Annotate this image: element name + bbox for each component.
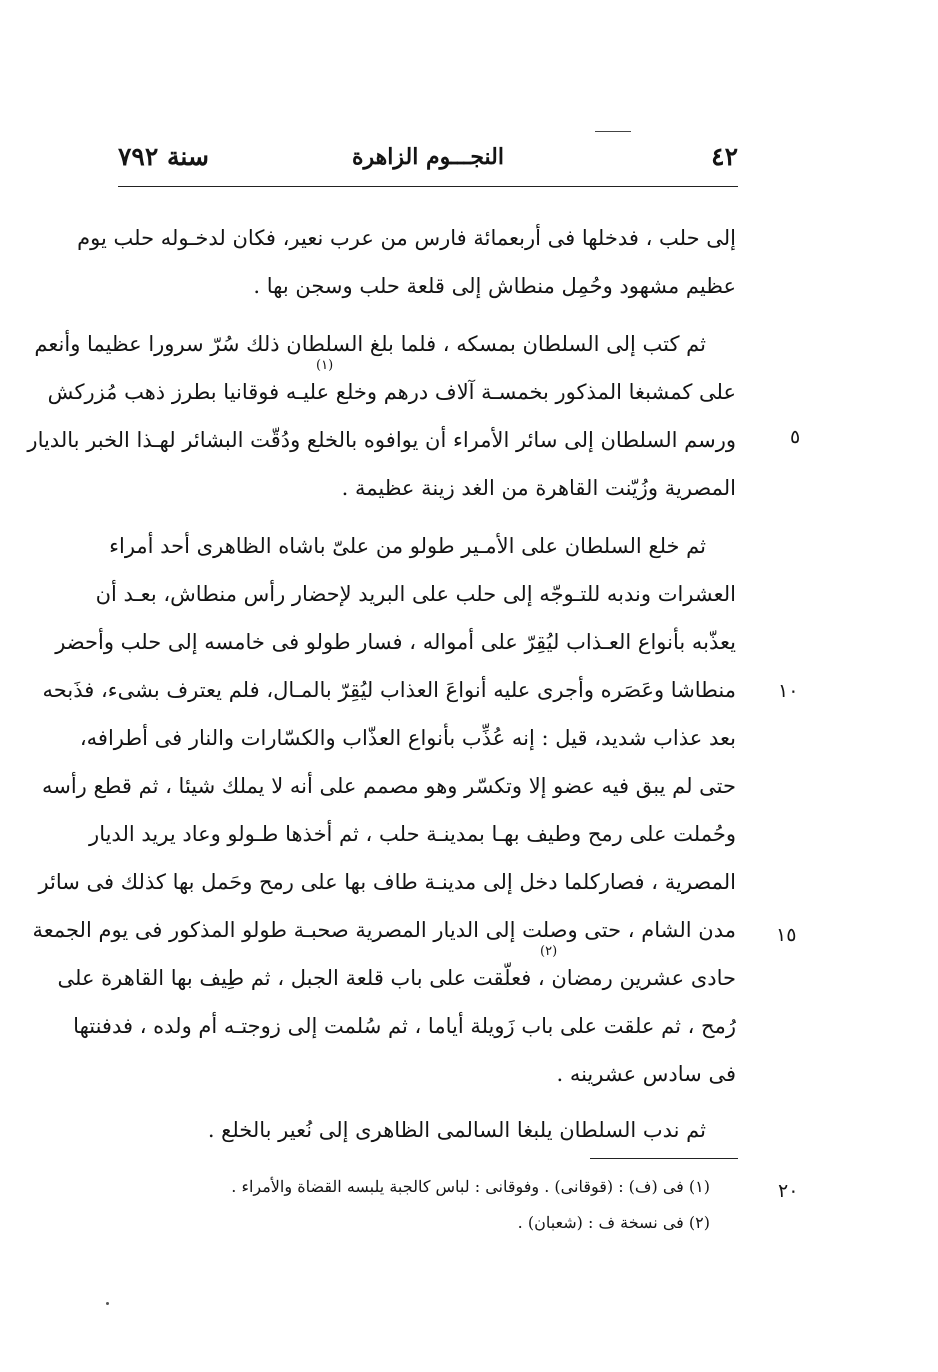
text-line-11: بعد عذاب شديد، قيل : إنه عُذِّب بأنواع العذّاب والكسّارات والنار فى أطرافه،	[79, 726, 736, 750]
header-rule	[118, 186, 738, 187]
scan-speck	[106, 1302, 109, 1305]
text-line-18: فى سادس عشرينه .	[556, 1062, 736, 1086]
footnote-rule	[590, 1158, 738, 1159]
margin-number-20: ٢٠	[778, 1180, 799, 1202]
text-line-15: مدن الشام ، حتى وصلت إلى الديار المصرية صحبـة طولو المذكور فى يوم الجمعة	[32, 918, 736, 942]
text-line-6: المصرية وزُيّنت القاهرة من الغد زينة عظيمة .	[341, 476, 736, 500]
running-title: النجـــوم الزاهرة	[352, 144, 504, 170]
text-line-1: إلى حلب ، فدخلها فى أربعمائة فارس من عرب نعير، فكان لدخـوله حلب يوم	[77, 226, 736, 250]
margin-number-5: ٥	[790, 426, 801, 448]
footnote-1: (١) فى (ف) : (قوقانى) . وفوقانى : لباس كالجبة يلبسه القضاة والأمراء .	[231, 1177, 710, 1196]
header-year: سنة ٧٩٢	[118, 142, 209, 171]
top-dash-mark	[595, 131, 631, 132]
text-line-4: على كمشبغا المذكور بخمسـة آلاف درهم وخلع عليـه فوقانيا بطرز ذهب مُزركش	[47, 380, 736, 404]
text-line-9: يعذّبه بأنواع العـذاب ليُقِرّ على أمواله ، فسار طولو فى خامسه إلى حلب وأحضر	[55, 630, 736, 654]
margin-number-15: ١٥	[776, 924, 797, 946]
text-line-7: ثم خلع السلطان على الأمـير طولو من علىّ باشاه الظاهرى أحد أمراء	[109, 534, 706, 558]
text-line-14: المصرية ، فصاركلما دخل إلى مدينـة طاف بها على رمح وحَمل بها كذلك فى سائر	[38, 870, 736, 894]
text-line-2: عظيم مشهود وحُمِل منطاش إلى قلعة حلب وسجن بها .	[253, 274, 736, 298]
page-number: ٤٢	[711, 142, 738, 171]
text-line-8: العشرات وندبه للتـوجّه إلى حلب على البريد لإحضار رأس منطاش، بعـد أن	[95, 582, 736, 606]
text-line-13: وحُملت على رمح وطيف بهـا بمدينـة حلب ، ثم أخذها طـولو وعاد يريد الديار	[89, 822, 736, 846]
footnote-ref-1: (١)	[316, 358, 334, 373]
text-line-5: ورسم السلطان إلى سائر الأمراء أن يوافوه بالخلع ودُقّت البشائر لهـذا الخبر بالديار	[27, 428, 736, 452]
text-line-17: رُمح ، ثم علقت على باب زَويلة أياما ، ثم سُلمت إلى زوجتـه أم ولده ، فدفنتها	[73, 1014, 736, 1038]
text-line-12: حتى لم يبق فيه عضو إلا وتكسّر وهو مصمم على أنه لا يملك شيئا ، ثم قطع رأسه	[41, 774, 736, 798]
text-line-10: منطاشا وعَصَره وأجرى عليه أنواعَ العذاب ليُقِرّ بالمـال، فلم يعترف بشىء، فذَبحه	[42, 678, 736, 702]
footnote-2: (٢) فى نسخة ف : (شعبان) .	[517, 1213, 710, 1232]
margin-number-10: ١٠	[778, 680, 799, 702]
text-line-3: ثم كتب إلى السلطان بمسكه ، فلما بلغ السلطان ذلك سُرّ سرورا عظيما وأنعم	[34, 332, 706, 356]
footnote-ref-2: (٢)	[540, 944, 558, 959]
text-line-16: حادى عشرين رمضان ، فعلّقت على باب قلعة الجبل ، ثم طِيف بها القاهرة على	[57, 966, 736, 990]
text-line-19: ثم ندب السلطان يلبغا السالمى الظاهرى إلى نُعير بالخلع .	[207, 1118, 706, 1142]
running-header	[118, 142, 738, 182]
